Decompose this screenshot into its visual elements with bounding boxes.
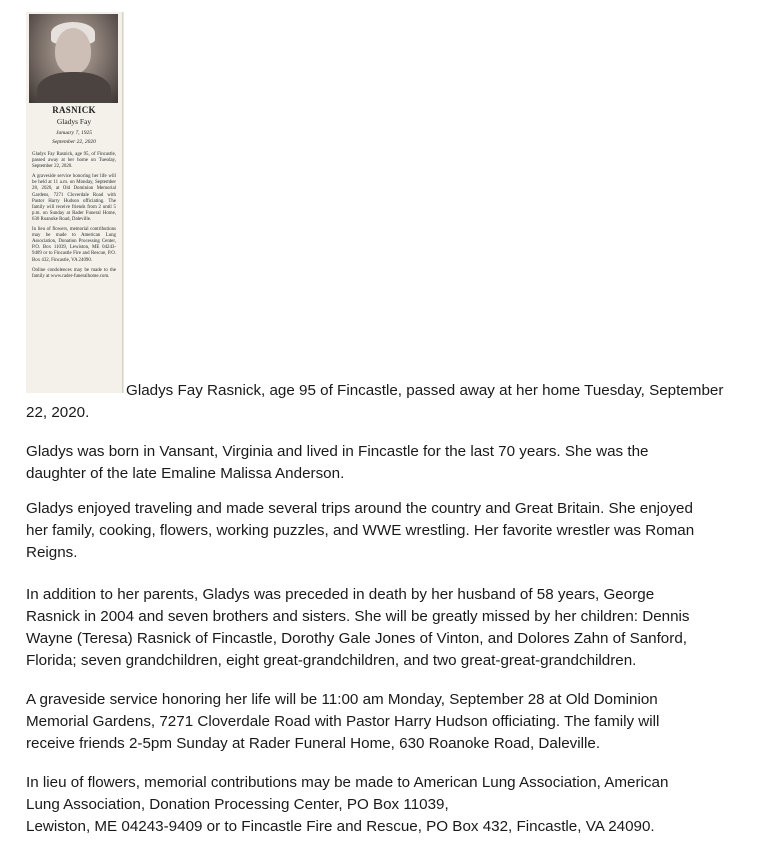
clipping-surname: RASNICK — [52, 105, 96, 115]
article-paragraph-family — [26, 584, 761, 672]
text-line: Gladys was born in Vansant, Virginia and lived in Fincastle for the last 70 years. She was the — [26, 443, 649, 460]
article-paragraph-service — [26, 689, 761, 755]
article-paragraph-interests — [26, 498, 761, 564]
text-line: A graveside service honoring her life will be 11:00 am Monday, September 28 at Old Dominion — [26, 691, 658, 708]
portrait-face — [55, 28, 91, 74]
clipping-body — [32, 152, 116, 284]
text-line: Florida; seven grandchildren, eight great-grandchildren, and two great-great-grandchildren. — [26, 652, 637, 669]
article-paragraph-contributions — [26, 772, 761, 838]
newspaper-clipping — [26, 12, 123, 393]
text-line: her family, cooking, flowers, working puzzles, and WWE wrestling. Her favorite wrestler was Roman — [26, 522, 695, 539]
clipping-birth-date: January 7, 1925 — [56, 130, 92, 136]
portrait-photo — [29, 14, 118, 103]
text-line: Rasnick in 2004 and seven brothers and sisters. She will be greatly missed by her children: Dennis — [26, 608, 690, 625]
text-line: Memorial Gardens, 7271 Cloverdale Road with Pastor Harry Hudson officiating. The family will — [26, 713, 660, 730]
text-line: Wayne (Teresa) Rasnick of Fincastle, Dorothy Gale Jones of Vinton, and Dolores Zahn of Sanford, — [26, 630, 687, 647]
text-line: In lieu of flowers, memorial contributions may be made to American Lung Association, American — [26, 774, 669, 791]
text-line: Gladys enjoyed traveling and made several trips around the country and Great Britain. She enjoyed — [26, 500, 693, 517]
text-line: daughter of the late Emaline Malissa Anderson. — [26, 465, 345, 482]
text-line: receive friends 2-5pm Sunday at Rader Funeral Home, 630 Roanoke Road, Daleville. — [26, 735, 601, 752]
clipping-paragraph: In lieu of flowers, memorial contributions may be made to American Lung Association, Donation Processing Center, P.O. Box 11039, Lewiston, ME 04243-9409 or to Fincastle Fire and Rescue, P.O. Box 432, Fincastle, VA 24090. — [32, 227, 116, 263]
clipping-paragraph: Online condolences may be made to the family at www.rader-funeralhome.com. — [32, 267, 116, 279]
text-line: In addition to her parents, Gladys was preceded in death by her husband of 58 years, George — [26, 586, 655, 603]
text-line: Lung Association, Donation Processing Center, PO Box 11039, — [26, 796, 449, 813]
text-line: Reigns. — [26, 544, 78, 561]
clipping-given-names: Gladys Fay — [56, 117, 92, 126]
clipping-paragraph: A graveside service honoring her life will be held at 11 a.m. on Monday, September 28, 2020, at Old Dominion Memorial Gardens, 7271 Cloverdale Road with Pastor Harry Hudson officiating. The family will receive friends from 2 until 5 p.m. on Sunday at Rader Funeral Home, 630 Roanoke Road, Daleville. — [32, 174, 116, 222]
clipping-death-date: September 22, 2020 — [52, 139, 96, 145]
text-line: Lewiston, ME 04243-9409 or to Fincastle Fire and Rescue, PO Box 432, Fincastle, VA 24090. — [26, 818, 655, 835]
article-intro: Gladys Fay Rasnick, age 95 of Fincastle, passed away at her home Tuesday, September 22, 2020. — [26, 382, 724, 421]
article-paragraph-birth — [26, 441, 761, 485]
clipping-paragraph: Gladys Fay Rasnick, age 95, of Fincastle, passed away at her home on Tuesday, September 22, 2020. — [32, 152, 116, 170]
portrait-body — [37, 72, 111, 103]
